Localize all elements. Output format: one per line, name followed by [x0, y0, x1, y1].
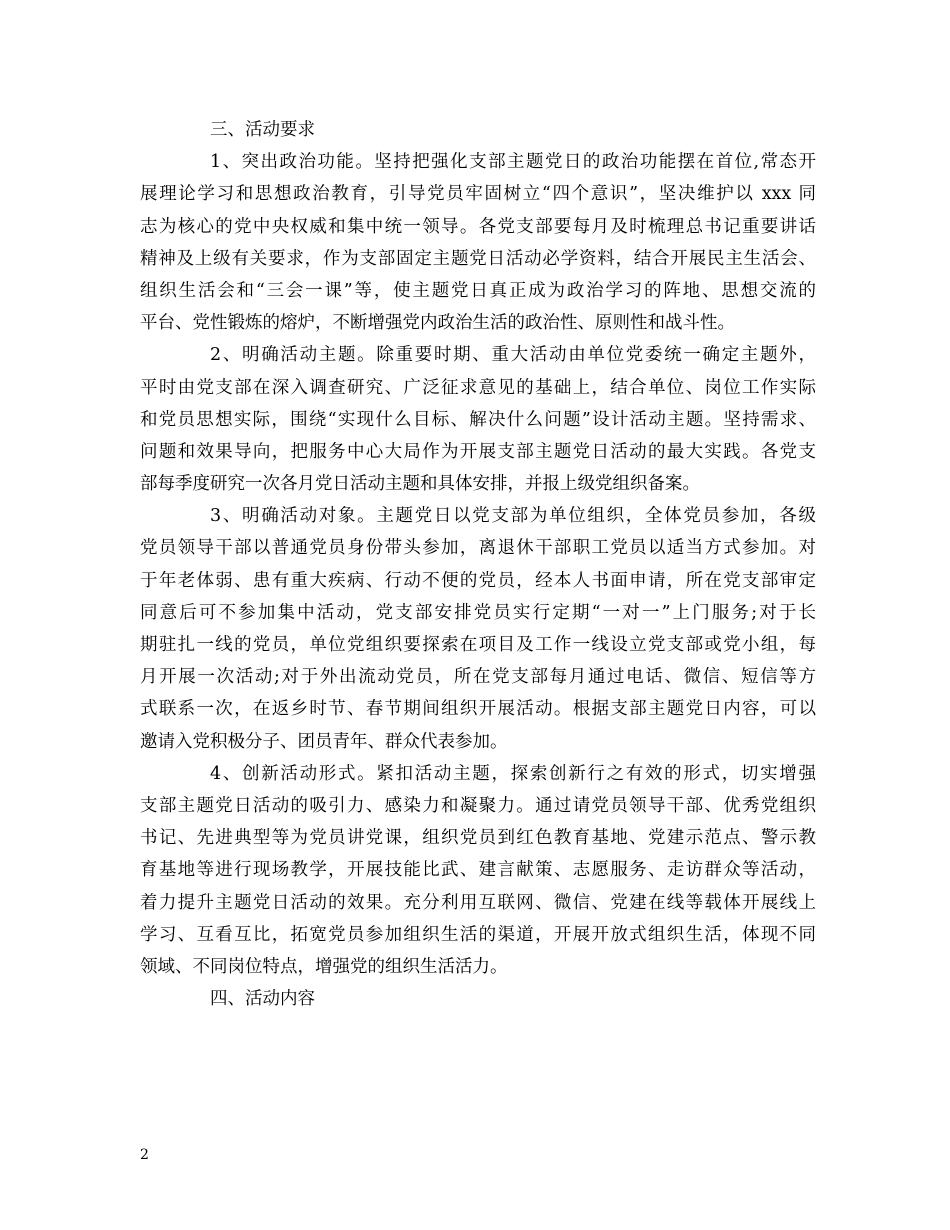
text-line: 于年老体弱、患有重大疾病、行动不便的党员，经本人书面申请，所在党支部审定: [140, 570, 816, 591]
text-line: 邀请入党积极分子、团员青年、群众代表参加。: [140, 731, 508, 752]
text-line: 组织生活会和“三会一课”等，使主题党日真正成为政治学习的阵地、思想交流的: [140, 280, 816, 301]
text-line: 书记、先进典型等为党员讲党课，组织党员到红色教育基地、党建示范点、警示教: [140, 828, 816, 849]
text-line: 问题和效果导向，把服务中心大局作为开展支部主题党日活动的最大实践。各党支: [140, 441, 816, 462]
text-line: 展理论学习和思想政治教育，引导党员牢固树立“四个意识”，坚决维护以 xxx 同: [140, 184, 816, 205]
text-line: 着力提升主题党日活动的效果。充分利用互联网、微信、党建在线等载体开展线上: [140, 892, 816, 913]
text-line: 支部主题党日活动的吸引力、感染力和凝聚力。通过请党员领导干部、优秀党组织: [140, 795, 816, 816]
text-line: 志为核心的党中央权威和集中统一领导。各党支部要每月及时梳理总书记重要讲话: [140, 216, 816, 237]
text-line: 领域、不同岗位特点，增强党的组织生活活力。: [140, 956, 508, 977]
text-line: 平时由党支部在深入调查研究、广泛征求意见的基础上，结合单位、岗位工作实际: [140, 377, 816, 398]
text-line: 精神及上级有关要求，作为支部固定主题党日活动必学资料，结合开展民主生活会、: [140, 248, 816, 269]
text-line: 学习、互看互比，拓宽党员参加组织生活的渠道，开展开放式组织生活，体现不同: [140, 924, 816, 945]
text-line: 期驻扎一线的党员，单位党组织要探索在项目及工作一线设立党支部或党小组，每: [140, 635, 816, 655]
text-line: 式联系一次，在返乡时节、春节期间组织开展活动。根据支部主题党日内容，可以: [140, 699, 816, 720]
text-line: 四、活动内容: [210, 989, 315, 1010]
text-line: 同意后可不参加集中活动，党支部安排党员实行定期“一对一”上门服务;对于长: [140, 602, 816, 623]
text-line: 平台、党性锻炼的熔炉，不断增强党内政治生活的政治性、原则性和战斗性。: [140, 313, 735, 334]
text-line: 党员领导干部以普通党员身份带头参加，离退休干部职工党员以适当方式参加。对: [140, 538, 816, 559]
text-line: 2、明确活动主题。除重要时期、重大活动由单位党委统一确定主题外，: [210, 345, 816, 366]
text-line: 部每季度研究一次各月党日活动主题和具体安排，并报上级党组织备案。: [140, 474, 700, 495]
text-line: 4、创新活动形式。紧扣活动主题，探索创新行之有效的形式，切实增强: [210, 763, 816, 784]
document-body: [140, 114, 816, 1015]
text-line: 育基地等进行现场教学，开展技能比武、建言献策、志愿服务、走访群众等活动，: [140, 860, 816, 881]
text-line: 1、突出政治功能。坚持把强化支部主题党日的政治功能摆在首位,常态开: [210, 152, 816, 173]
page-number: 2: [140, 1147, 149, 1163]
text-line: 3、明确活动对象。主题党日以党支部为单位组织，全体党员参加，各级: [210, 506, 816, 527]
text-line: 月开展一次活动;对于外出流动党员，所在党支部每月通过电话、微信、短信等方: [140, 667, 816, 688]
text-line: 和党员思想实际，围绕“实现什么目标、解决什么问题”设计活动主题。坚持需求、: [140, 409, 816, 430]
text-line: 三、活动要求: [210, 120, 315, 140]
